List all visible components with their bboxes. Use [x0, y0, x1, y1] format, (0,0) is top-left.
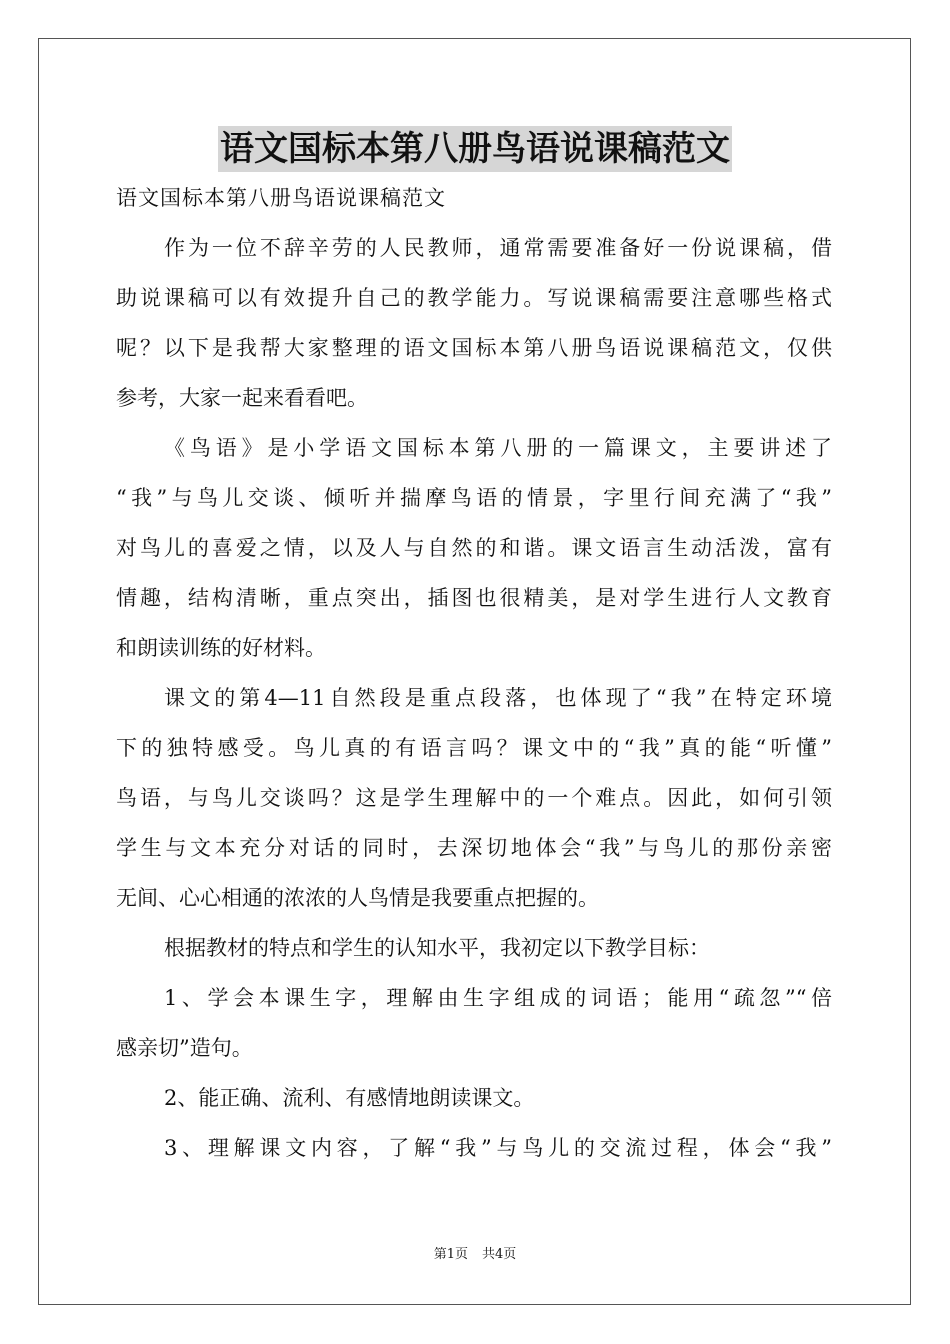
list-item-line: 1、学会本课生字，理解由生字组成的词语；能用“疏忽”“倍: [164, 986, 832, 1010]
title-container: [0, 126, 950, 172]
list-item-line: 3、理解课文内容，了解“我”与鸟儿的交流过程，体会“我”: [164, 1136, 832, 1160]
document-title: 语文国标本第八册鸟语说课稿范文: [218, 126, 732, 172]
page-number: 第1页: [433, 1247, 468, 1262]
list-item-line: 2、能正确、流利、有感情地朗读课文。: [164, 1086, 535, 1110]
paragraph-line: 无间、心心相通的浓浓的人鸟情是我要重点把握的。: [116, 886, 599, 910]
paragraph-line: 作为一位不辞辛劳的人民教师，通常需要准备好一份说课稿，借: [164, 236, 832, 260]
page-border: [38, 38, 911, 1305]
document-subtitle: 语文国标本第八册鸟语说课稿范文: [116, 186, 446, 210]
paragraph-line: 和朗读训练的好材料。: [116, 636, 326, 660]
list-item-line: 感亲切”造句。: [116, 1036, 253, 1060]
paragraph-line: 学生与文本充分对话的同时，去深切地体会“我”与鸟儿的那份亲密: [116, 836, 832, 860]
paragraph-line: 参考，大家一起来看看吧。: [116, 386, 368, 410]
paragraph-line: 呢？以下是我帮大家整理的语文国标本第八册鸟语说课稿范文，仅供: [116, 336, 832, 360]
paragraph-line: 下的独特感受。鸟儿真的有语言吗？课文中的“我”真的能“听懂”: [116, 736, 832, 760]
paragraph-line: 《鸟语》是小学语文国标本第八册的一篇课文，主要讲述了: [164, 436, 832, 460]
paragraph-line: 课文的第4—11自然段是重点段落，也体现了“我”在特定环境: [164, 686, 832, 710]
paragraph-line: 根据教材的特点和学生的认知水平，我初定以下教学目标：: [164, 936, 710, 960]
paragraph-line: 情趣，结构清晰，重点突出，插图也很精美，是对学生进行人文教育: [116, 586, 832, 610]
paragraph-line: “我”与鸟儿交谈、倾听并揣摩鸟语的情景，字里行间充满了“我”: [116, 486, 832, 510]
paragraph-line: 鸟语，与鸟儿交谈吗？这是学生理解中的一个难点。因此，如何引领: [116, 786, 832, 810]
page-total: 共4页: [482, 1247, 517, 1262]
paragraph-line: 助说课稿可以有效提升自己的教学能力。写说课稿需要注意哪些格式: [116, 286, 832, 310]
page-footer: [0, 1246, 950, 1264]
paragraph-line: 对鸟儿的喜爱之情，以及人与自然的和谐。课文语言生动活泼，富有: [116, 536, 832, 560]
